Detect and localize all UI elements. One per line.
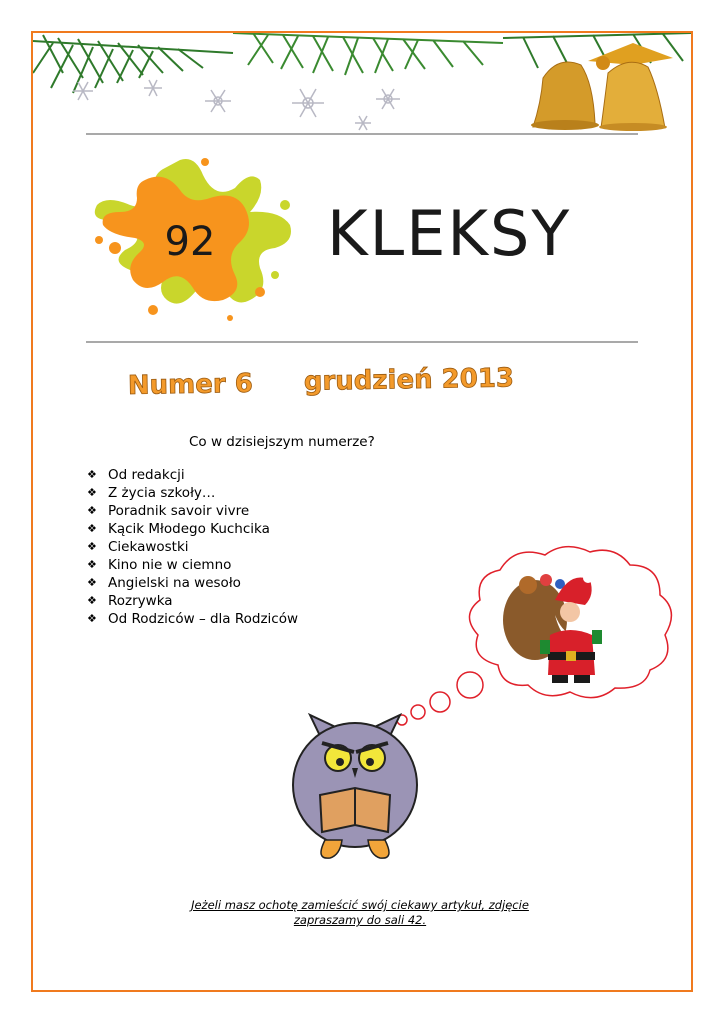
toc-item-label: Od redakcji — [108, 467, 185, 483]
toc-item — [87, 592, 298, 610]
owl-dreaming-of-santa-illustration — [270, 540, 700, 870]
logo-number: 92 — [164, 219, 216, 265]
toc-item-label: Z życia szkoły… — [108, 485, 216, 501]
toc-heading: Co w dzisiejszym numerze? — [189, 434, 375, 450]
toc-item-label: Poradnik savoir vivre — [108, 503, 250, 519]
logo-title: KLEKSY — [327, 197, 572, 270]
diamond-bullet-icon: ❖ — [87, 504, 97, 517]
owl-icon — [293, 715, 417, 858]
issue-banner — [120, 360, 570, 410]
toc-item-label: Kino nie w ciemno — [108, 557, 232, 573]
toc-item-label: Angielski na wesoło — [108, 575, 241, 591]
kleksy-logo — [85, 150, 600, 325]
issue-date: grudzień 2013 — [303, 363, 515, 397]
toc-item — [87, 466, 298, 484]
toc-item — [87, 610, 298, 628]
issue-number: Numer 6 — [127, 368, 254, 401]
toc-item — [87, 538, 298, 556]
christmas-banner-image — [33, 33, 691, 131]
diamond-bullet-icon: ❖ — [87, 558, 97, 571]
diamond-bullet-icon: ❖ — [87, 540, 97, 553]
toc-item-label: Kącik Młodego Kuchcika — [108, 521, 270, 537]
toc-item-label: Od Rodziców – dla Rodziców — [108, 611, 299, 627]
toc-item-label: Rozrywka — [108, 593, 173, 609]
toc-item — [87, 484, 298, 502]
toc-item — [87, 574, 298, 592]
toc-item-label: Ciekawostki — [108, 539, 189, 555]
toc-item — [87, 502, 298, 520]
table-of-contents — [87, 466, 298, 628]
diamond-bullet-icon: ❖ — [87, 468, 97, 481]
diamond-bullet-icon: ❖ — [87, 576, 97, 589]
top-divider — [86, 133, 638, 135]
diamond-bullet-icon: ❖ — [87, 486, 97, 499]
toc-item — [87, 556, 298, 574]
diamond-bullet-icon: ❖ — [87, 594, 97, 607]
bottom-divider — [86, 341, 638, 343]
toc-item — [87, 520, 298, 538]
footer-invitation-line2: zapraszamy do sali 42. — [293, 913, 427, 927]
diamond-bullet-icon: ❖ — [87, 522, 97, 535]
diamond-bullet-icon: ❖ — [87, 612, 97, 625]
footer-invitation-line1: Jeżeli masz ochotę zamieścić swój ciekawy artykuł, zdjęcie — [191, 898, 529, 912]
